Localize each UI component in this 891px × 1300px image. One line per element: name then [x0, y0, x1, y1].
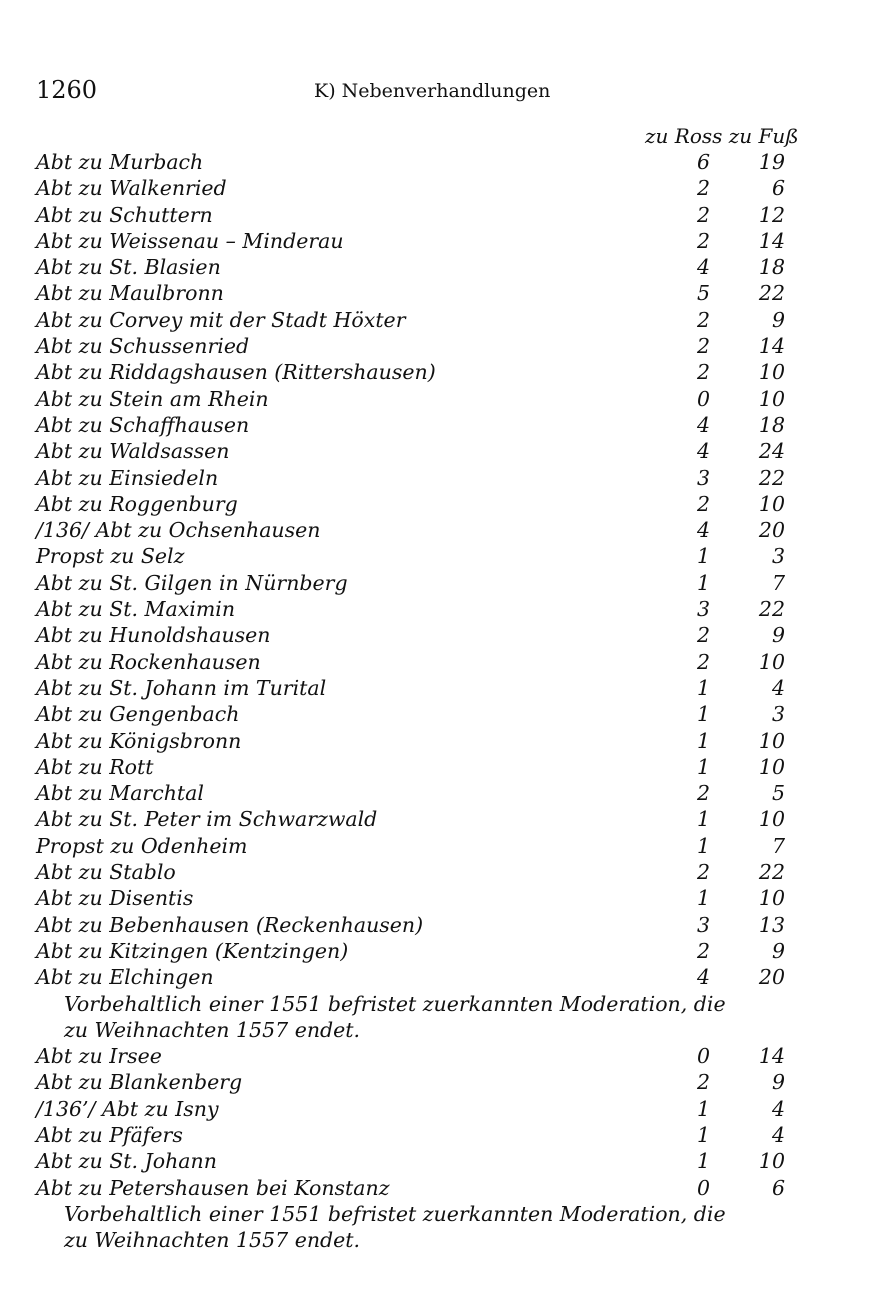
entry-fuss: 7	[771, 570, 785, 595]
list-item	[36, 333, 796, 359]
entry-name: Abt zu Rott	[36, 754, 154, 779]
entry-ross: 1	[696, 570, 710, 595]
column-headers	[645, 124, 799, 148]
entry-fuss: 10	[758, 886, 785, 911]
list-item	[36, 254, 796, 280]
entry-name: Abt zu Einsiedeln	[36, 465, 219, 490]
entry-fuss: 9	[771, 307, 785, 332]
entry-ross: 1	[696, 728, 710, 753]
entry-ross: 2	[696, 860, 710, 885]
entry-name: Abt zu St. Gilgen in Nürnberg	[36, 570, 348, 595]
entry-ross: 1	[696, 1149, 710, 1174]
entry-ross: 2	[696, 228, 710, 253]
list-item	[36, 412, 796, 438]
entry-fuss: 5	[771, 781, 785, 806]
entry-name: Propst zu Selz	[36, 544, 185, 569]
entry-fuss: 10	[758, 754, 785, 779]
entry-ross: 2	[696, 781, 710, 806]
entry-ross: 2	[696, 334, 710, 359]
entry-name: Abt zu Schussenried	[36, 334, 250, 359]
entry-name: /136’/ Abt zu Isny	[36, 1096, 219, 1121]
list-item	[36, 1043, 796, 1069]
list-item	[36, 1175, 796, 1201]
entry-ross: 4	[696, 412, 710, 437]
entry-fuss: 10	[758, 360, 785, 385]
entry-name: Abt zu St. Johann im Turital	[36, 675, 327, 700]
list-item	[36, 570, 796, 596]
entry-fuss: 18	[758, 412, 785, 437]
entry-ross: 5	[696, 281, 710, 306]
entry-name: Abt zu St. Maximin	[36, 597, 236, 622]
entry-ross: 2	[696, 176, 710, 201]
list-item	[36, 438, 796, 464]
entry-ross: 0	[696, 386, 710, 411]
entry-fuss: 10	[758, 386, 785, 411]
contingent-list	[36, 149, 796, 1253]
list-item	[36, 1069, 796, 1095]
list-item	[36, 833, 796, 859]
list-item	[36, 964, 796, 990]
list-item	[36, 885, 796, 911]
list-item	[36, 754, 796, 780]
entry-ross: 2	[696, 938, 710, 963]
entry-fuss: 9	[771, 1070, 785, 1095]
entry-fuss: 14	[758, 1044, 785, 1069]
list-item	[36, 728, 796, 754]
entry-ross: 2	[696, 360, 710, 385]
entry-name: Abt zu Petershausen bei Konstanz	[36, 1175, 390, 1200]
entry-ross: 2	[696, 649, 710, 674]
entry-name: Abt zu St. Peter im Schwarzwald	[36, 807, 378, 832]
list-item	[36, 465, 796, 491]
list-item	[36, 938, 796, 964]
entry-ross: 1	[696, 886, 710, 911]
entry-fuss: 7	[771, 833, 785, 858]
entry-fuss: 10	[758, 491, 785, 516]
entry-fuss: 12	[758, 202, 785, 227]
entry-fuss: 3	[771, 544, 785, 569]
entry-name: Abt zu Bebenhausen (Reckenhausen)	[36, 912, 424, 937]
entry-fuss: 14	[758, 334, 785, 359]
entry-ross: 3	[696, 597, 710, 622]
entry-name: Abt zu St. Blasien	[36, 255, 221, 280]
entry-fuss: 10	[758, 807, 785, 832]
entry-fuss: 4	[771, 675, 785, 700]
entry-name: Abt zu Gengenbach	[36, 702, 240, 727]
entry-fuss: 6	[771, 1175, 785, 1200]
entry-name: Abt zu Stablo	[36, 860, 176, 885]
entry-name: Abt zu Walkenried	[36, 176, 227, 201]
entry-name: Abt zu Blankenberg	[36, 1070, 243, 1095]
entry-ross: 4	[696, 255, 710, 280]
list-item	[36, 622, 796, 648]
list-item	[36, 517, 796, 543]
entry-ross: 1	[696, 807, 710, 832]
list-item	[36, 1122, 796, 1148]
entry-ross: 3	[696, 912, 710, 937]
entry-ross: 2	[696, 1070, 710, 1095]
entry-name: Abt zu Corvey mit der Stadt Höxter	[36, 307, 406, 332]
entry-name: Abt zu Disentis	[36, 886, 194, 911]
entry-name: Abt zu Elchingen	[36, 965, 214, 990]
entry-ross: 4	[696, 439, 710, 464]
entry-name: Propst zu Odenheim	[36, 833, 248, 858]
entry-fuss: 6	[771, 176, 785, 201]
entry-name: Abt zu Rockenhausen	[36, 649, 261, 674]
entry-ross: 2	[696, 202, 710, 227]
entry-ross: 1	[696, 833, 710, 858]
moderation-note: zu Weihnachten 1557 endet.	[64, 1228, 361, 1253]
entry-name: /136/ Abt zu Ochsenhausen	[36, 518, 321, 543]
list-item	[36, 175, 796, 201]
list-item	[36, 543, 796, 569]
entry-ross: 1	[696, 702, 710, 727]
list-item	[36, 202, 796, 228]
entry-name: Abt zu Weissenau – Minderau	[36, 228, 344, 253]
entry-fuss: 19	[758, 150, 785, 174]
entry-fuss: 18	[758, 255, 785, 280]
list-item	[36, 149, 796, 175]
entry-fuss: 4	[771, 1122, 785, 1147]
entry-fuss: 10	[758, 728, 785, 753]
entry-ross: 1	[696, 675, 710, 700]
col-fuss: zu Fuß	[728, 124, 799, 148]
list-item	[36, 701, 796, 727]
entry-name: Abt zu Waldsassen	[36, 439, 230, 464]
entry-ross: 1	[696, 1096, 710, 1121]
list-item	[36, 596, 796, 622]
moderation-note: Vorbehaltlich einer 1551 befristet zuerkannten Moderation, die	[64, 991, 726, 1016]
entry-fuss: 4	[771, 1096, 785, 1121]
running-head: K) Nebenverhandlungen	[314, 80, 551, 102]
entry-fuss: 10	[758, 649, 785, 674]
entry-fuss: 9	[771, 938, 785, 963]
entry-fuss: 3	[771, 702, 785, 727]
moderation-note: Vorbehaltlich einer 1551 befristet zuerkannten Moderation, die	[64, 1201, 726, 1226]
list-item	[36, 228, 796, 254]
entry-name: Abt zu Roggenburg	[36, 491, 238, 516]
entry-fuss: 13	[758, 912, 785, 937]
entry-name: Abt zu Kitzingen (Kentzingen)	[36, 938, 349, 963]
entry-ross: 2	[696, 623, 710, 648]
entry-name: Abt zu Stein am Rhein	[36, 386, 269, 411]
entry-name: Abt zu Pfäfers	[36, 1122, 183, 1147]
entry-name: Abt zu Riddagshausen (Rittershausen)	[36, 360, 436, 385]
moderation-note: zu Weihnachten 1557 endet.	[64, 1017, 361, 1042]
col-ross: zu Ross	[645, 124, 723, 148]
list-item	[36, 649, 796, 675]
entry-ross: 1	[696, 544, 710, 569]
entry-name: Abt zu St. Johann	[36, 1149, 217, 1174]
entry-name: Abt zu Hunoldshausen	[36, 623, 271, 648]
entry-fuss: 24	[758, 439, 785, 464]
entry-ross: 1	[696, 1122, 710, 1147]
entry-name: Abt zu Marchtal	[36, 781, 204, 806]
entry-fuss: 10	[758, 1149, 785, 1174]
entry-ross: 2	[696, 307, 710, 332]
entry-fuss: 14	[758, 228, 785, 253]
entry-fuss: 22	[758, 281, 785, 306]
entry-fuss: 20	[758, 965, 785, 990]
entry-ross: 0	[696, 1175, 710, 1200]
list-item	[36, 307, 796, 333]
entry-fuss: 9	[771, 623, 785, 648]
list-item	[36, 1148, 796, 1174]
entry-name: Abt zu Schuttern	[36, 202, 213, 227]
list-item	[36, 806, 796, 832]
list-item	[36, 1096, 796, 1122]
entry-fuss: 22	[758, 597, 785, 622]
list-item	[36, 675, 796, 701]
entry-ross: 2	[696, 491, 710, 516]
entry-name: Abt zu Maulbronn	[36, 281, 224, 306]
entry-ross: 3	[696, 465, 710, 490]
entry-ross: 4	[696, 518, 710, 543]
entry-ross: 0	[696, 1044, 710, 1069]
entry-ross: 6	[696, 150, 710, 174]
page-number: 1260	[36, 76, 98, 104]
entry-name: Abt zu Königsbronn	[36, 728, 242, 753]
list-item	[36, 359, 796, 385]
entry-name: Abt zu Murbach	[36, 150, 204, 174]
entry-ross: 1	[696, 754, 710, 779]
list-item	[36, 780, 796, 806]
list-item	[36, 280, 796, 306]
entry-fuss: 22	[758, 860, 785, 885]
list-item	[36, 491, 796, 517]
entry-name: Abt zu Schaffhausen	[36, 412, 250, 437]
entry-fuss: 22	[758, 465, 785, 490]
list-item	[36, 912, 796, 938]
entry-name: Abt zu Irsee	[36, 1044, 162, 1069]
list-item	[36, 386, 796, 412]
list-item	[36, 859, 796, 885]
entry-fuss: 20	[758, 518, 785, 543]
entry-ross: 4	[696, 965, 710, 990]
